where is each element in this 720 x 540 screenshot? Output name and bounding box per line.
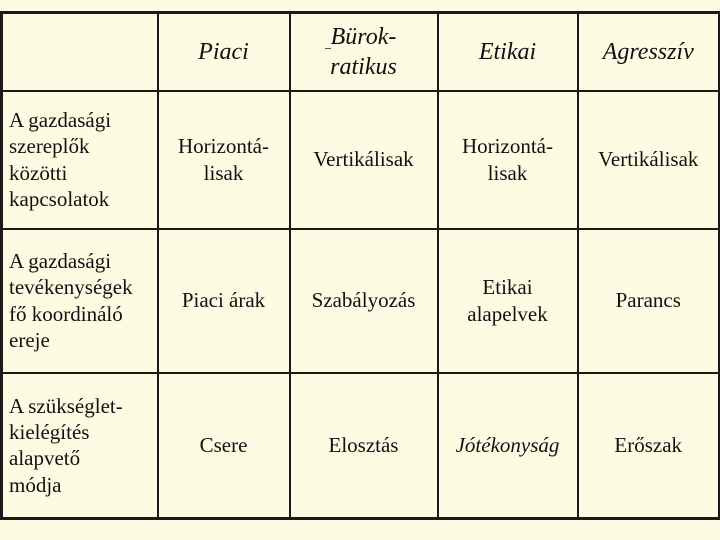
header-etikai: Etikai: [438, 13, 578, 91]
cell-etikai-szukseglet: Jótékonyság: [438, 373, 578, 519]
header-burokratikus: [290, 13, 438, 91]
economic-systems-table: [0, 11, 720, 520]
cell-burokratikus-kapcsolatok: Vertikálisak: [290, 91, 438, 229]
cell-burokratikus-koordinalo-ero: Szabályozás: [290, 229, 438, 373]
header-burokratikus-line2: ratikus: [330, 53, 397, 80]
row-label-kapcsolatok: A gazdasági szereplők közötti kapcsolatok: [2, 91, 158, 229]
cell-agressziv-szukseglet: Erőszak: [578, 373, 720, 519]
header-piaci: Piaci: [158, 13, 290, 91]
cell-burokratikus-szukseglet: Elosztás: [290, 373, 438, 519]
header-agressziv: Agresszív: [578, 13, 720, 91]
cell-piaci-szukseglet: Csere: [158, 373, 290, 519]
header-burokratikus-line1: Bürok-: [330, 23, 397, 50]
cell-piaci-koordinalo-ero: Piaci árak: [158, 229, 290, 373]
header-row: [2, 13, 720, 91]
cell-etikai-koordinalo-ero: Etikai alapelvek: [438, 229, 578, 373]
table-row: [2, 229, 720, 373]
row-label-koordinalo-ero: A gazdasági tevékenységek fő koordináló ereje: [2, 229, 158, 373]
cell-agressziv-kapcsolatok: Vertikálisak: [578, 91, 720, 229]
cell-agressziv-koordinalo-ero: Parancs: [578, 229, 720, 373]
cell-piaci-kapcsolatok: Horizontá- lisak: [158, 91, 290, 229]
corner-cell: [2, 13, 158, 91]
row-label-szukseglet: A szükséglet- kielégítés alapvető módja: [2, 373, 158, 519]
table-row: [2, 91, 720, 229]
cell-etikai-kapcsolatok: Horizontá- lisak: [438, 91, 578, 229]
table-row: [2, 373, 720, 519]
